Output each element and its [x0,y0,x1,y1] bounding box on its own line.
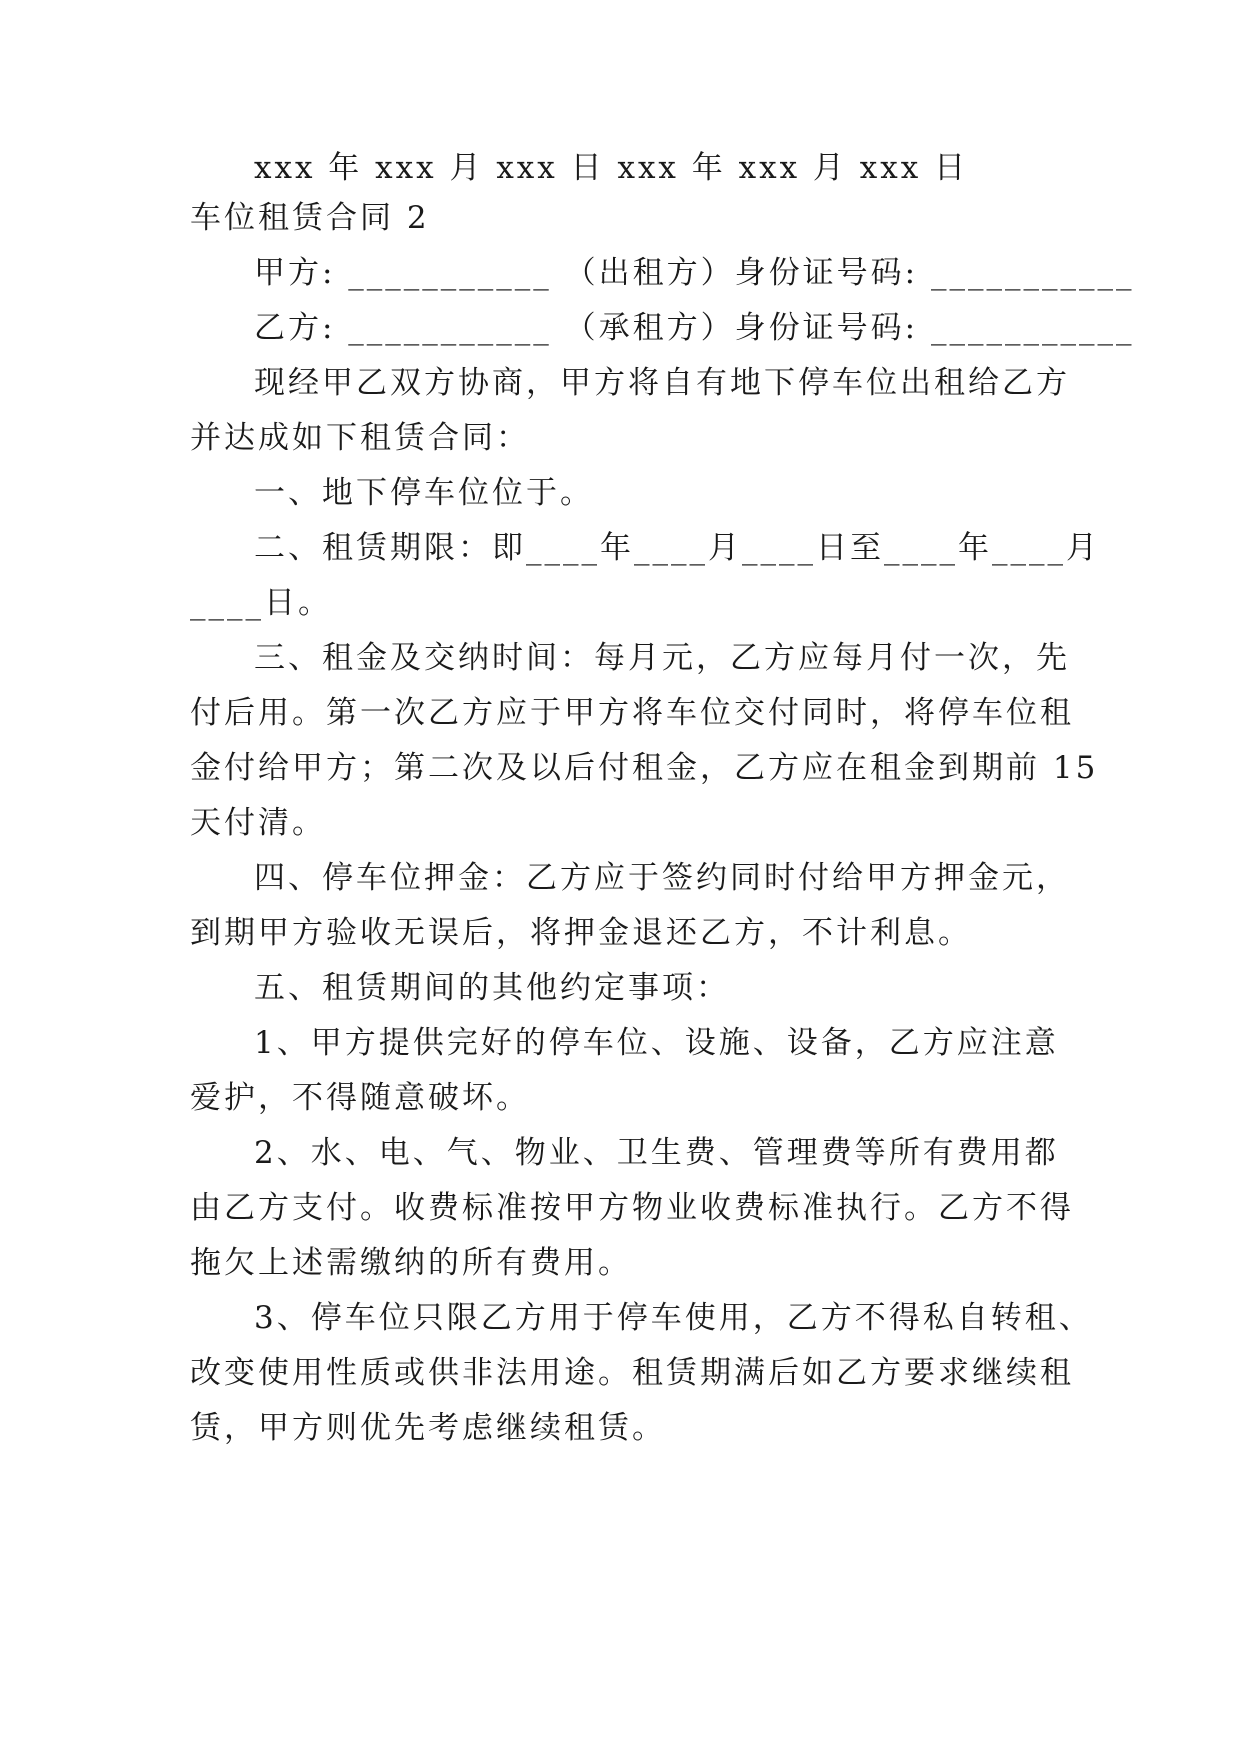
item-1-line-2: 爱护，不得随意破坏。 [190,1080,530,1116]
party-b-line: 乙方: ___________ （承租方）身份证号码: ___________ [254,310,1135,346]
clause-3-line-4: 天付清。 [190,805,326,841]
intro-line-1: 现经甲乙双方协商，甲方将自有地下停车位出租给乙方 [254,365,1070,401]
party-a-line: 甲方: ___________ （出租方）身份证号码: ___________ [254,255,1135,291]
date-line: xxx 年 xxx 月 xxx 日 xxx 年 xxx 月 xxx 日 [254,150,969,186]
clause-4-line-1: 四、停车位押金：乙方应于签约同时付给甲方押金元， [254,860,1070,896]
item-2-line-2: 由乙方支付。收费标准按甲方物业收费标准执行。乙方不得 [190,1190,1074,1226]
item-2-line-3: 拖欠上述需缴纳的所有费用。 [190,1245,632,1281]
clause-3-line-3: 金付给甲方；第二次及以后付租金，乙方应在租金到期前 15 [190,750,1099,786]
contract-title: 车位租赁合同 2 [190,200,430,236]
clause-3-line-2: 付后用。第一次乙方应于甲方将车位交付同时，将停车位租 [190,695,1074,731]
clause-2-line-2: ____日。 [190,585,332,621]
item-3-line-1: 3、停车位只限乙方用于停车使用，乙方不得私自转租、 [254,1300,1093,1336]
item-3-line-2: 改变使用性质或供非法用途。租赁期满后如乙方要求继续租 [190,1355,1074,1391]
clause-2-line-1: 二、租赁期限：即____年____月____日至____年____月 [254,530,1100,566]
intro-line-2: 并达成如下租赁合同： [190,420,530,456]
item-2-line-1: 2、水、电、气、物业、卫生费、管理费等所有费用都 [254,1135,1059,1171]
item-3-line-3: 赁，甲方则优先考虑继续租赁。 [190,1410,666,1446]
clause-3-line-1: 三、租金及交纳时间：每月元，乙方应每月付一次，先 [254,640,1070,676]
clause-5-line-1: 五、租赁期间的其他约定事项： [254,970,730,1006]
item-1-line-1: 1、甲方提供完好的停车位、设施、设备，乙方应注意 [254,1025,1059,1061]
clause-4-line-2: 到期甲方验收无误后，将押金退还乙方，不计利息。 [190,915,972,951]
clause-1-line-1: 一、地下停车位位于。 [254,475,594,511]
